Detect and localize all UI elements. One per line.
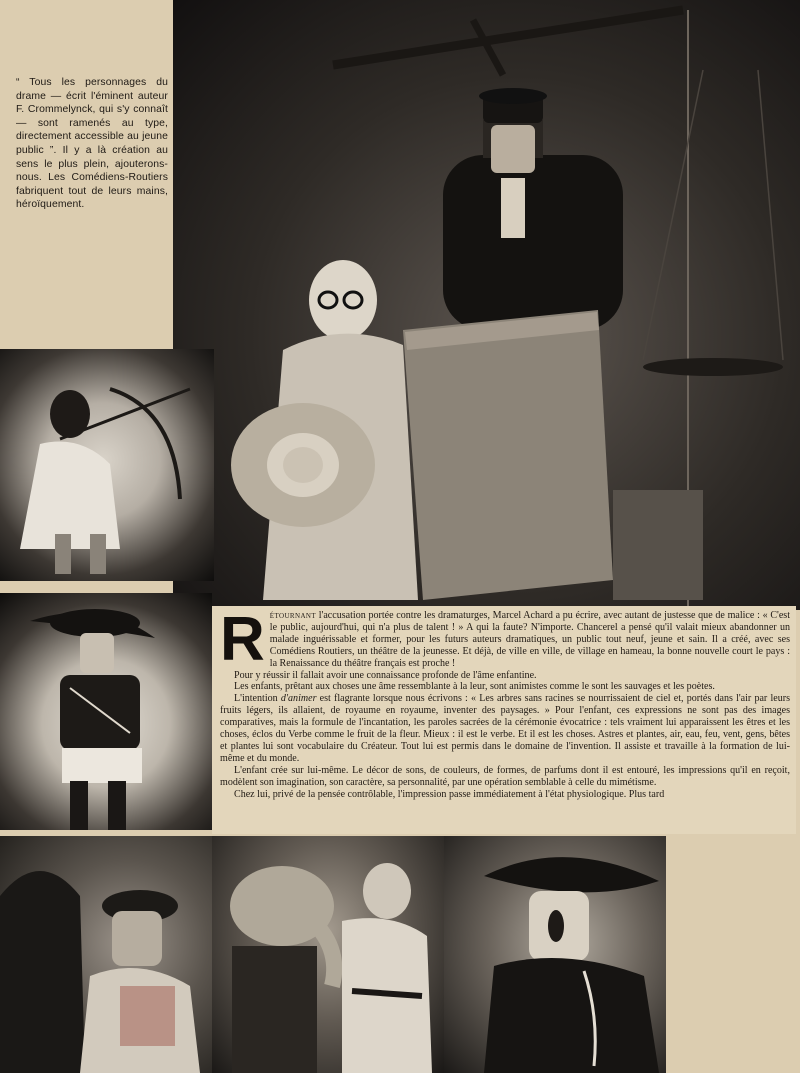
elephant-puppet-drawing [212,836,444,1073]
article-lead-word: étournant [269,610,317,621]
photo-caption: “ Tous les personnages du drame — écrit l'éminent auteur F. Crommelynck, qui s'y connaît — sont ramenés au type, directement accessible au jeune public ”. Il y a là création au sens le plus plein, ajouterons-nous. Les Comédiens-Routiers fabriquent tout de leurs mains, héroïquement. [16,77,168,211]
officer-puppet-photo [0,593,212,830]
drop-cap-letter: R [220,605,265,674]
article-paragraph-1-text: l'accusation portée contre les dramaturges, Marcel Achard a pu écrire, avec autant de justesse que de malice : « C'est le public, aujourd'hui, qui n'a plus de talent ! » A qui la faute? N'importe. Chancerel a pensé qu'il valait mieux abandonner un malade inguérissable et former, pour les futurs auteurs dramatiques, un public tout neuf, jeune et sain. Il a créé, avec ses Comédiens Routiers, un théâtre de la jeunesse. Et déjà, de ville en ville, de village en hameau, la bonne nouvelle court le pays : la Renaissance du théâtre français est proche ! [269,610,790,669]
pirate-puppet-photo [444,836,666,1073]
cap-puppet-drawing [0,836,212,1073]
article-paragraph-3: Les enfants, prêtant aux choses une âme ressemblante à la leur, sont animistes comme le sont les sauvages et les poètes. [234,681,715,693]
stage-scene-drawing [173,0,800,610]
pirate-puppet-drawing [444,836,666,1073]
archer-puppet-drawing [0,349,214,581]
officer-puppet-drawing [0,593,212,830]
article-paragraph-4 [220,693,790,764]
blank-margin [666,836,800,1073]
elephant-puppet-photo [212,836,444,1073]
article-paragraph-1 [220,605,790,674]
article-italic-word: d'animer [280,693,317,705]
article-paragraph-4-text: est flagrante lorsque nous écrivons : « Les arbres sans racines se nourrissaient de ciel et, portés dans l'air par leurs fruits légers, ils allaient, de royaume en royaume, inventer des paysages. » Pour l'enfant, ces expressions ne sont pas des images comparatives, mais la formule de l'incantation, les paroles sacrées de la cérémonie évocatrice : tels vraiment lui apparaissent les êtres et les choses, éclos du Verbe comme le fruit de la fleur. Mieux : il est le verbe. Et il est les choses. Astres et plantes, air, eau, feu, vent, gens, bêtes et plantes lui sont vocabulaire du Créateur. Tout lui est permis dans le domaine de l'invention. Il assiste et travaille à la formation de lui-même et du monde. [220,693,790,764]
article-paragraph-5: L'enfant crée sur lui-même. Le décor de sons, de couleurs, de formes, de parfums dont il est entouré, les impressions qu'il en reçoit, modèlent son imagination, son caractère, sa personnalité, par une opération semblable à celle du mimétisme. [220,764,790,788]
article-paragraph-6: Chez lui, privé de la pensée contrôlable, l'impression passe immédiatement à l'état physiologique. Plus tard [234,788,665,800]
archer-puppet-photo [0,349,214,581]
stage-marionettes-photo [173,0,800,610]
article-paragraph-2: Pour y réussir il fallait avoir une connaissance profonde de l'âme enfantine. [234,669,537,681]
article-paragraph-4-start: L'intention [234,693,281,705]
cap-puppet-photo [0,836,212,1073]
article-text-box [212,606,796,834]
